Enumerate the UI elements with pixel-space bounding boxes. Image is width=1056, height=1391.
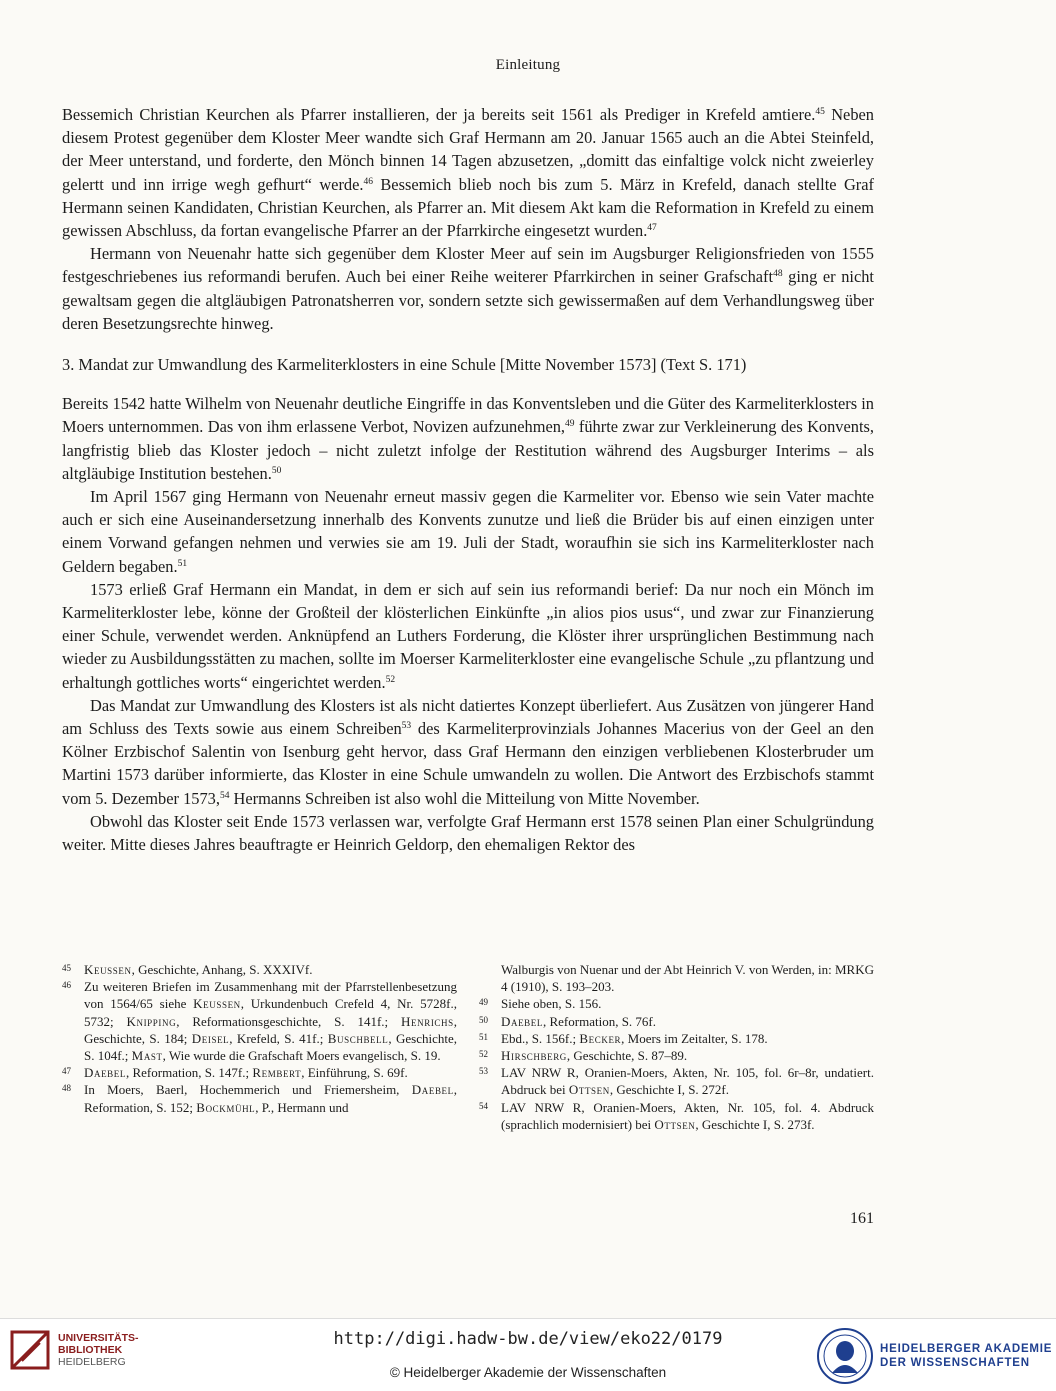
footnote-ref[interactable]: 50 [271,465,282,476]
author: Daebel [501,1013,543,1029]
paragraph [62,694,874,810]
paragraph [62,392,874,485]
author: Buschbell [327,1030,389,1046]
text: Ebd., S. 156f.; [501,1030,580,1046]
footnote-number: 46 [62,980,71,991]
text: LAV NRW R, Oranien-Moers, Akten, Nr. 105, fol. 6r–8r, undatiert. Abdruck bei [501,1065,874,1098]
page-number: 161 [850,1210,874,1227]
section-heading: 3. Mandat zur Umwandlung des Karmeliterklosters in eine Schule [Mitte November 1573] (Text S. 171) [62,355,747,375]
text: Bessemich Christian Keurchen als Pfarrer installieren, der ja bereits seit 1561 als Prediger in Krefeld amtiere. [62,105,816,124]
copyright-notice: © Heidelberger Akademie der Wissenschaften [389,1365,667,1380]
text: , Geschichte, S. 87–89. [566,1048,688,1064]
text: , Urkundenbuch Crefeld 4, Nr. 5728f., 5732; [84,996,457,1029]
footnote-45 [62,961,457,978]
footnote-ref[interactable]: 49 [565,419,575,430]
footnote-ref[interactable]: 48 [773,269,783,280]
footnote-53 [479,1064,874,1098]
text: , Wie wurde die Grafschaft Moers evangelisch, S. 19. [162,1048,441,1064]
footnotes-right-column [479,961,874,1133]
text: , Reformation, S. 152; [84,1082,457,1115]
text: Obwohl das Kloster seit Ende 1573 verlassen war, verfolgte Graf Hermann erst 1578 seinen Plan einer Schulgründung weiter. Mitte dieses Jahres beauftragte er Heinrich Geldorp, den ehemaligen Rektor des [62,811,874,855]
text: des Karmeliterprovinzials Johannes Macerius von der Geel an den Kölner Erzbischof Salentin von Isenburg geht hervor, dass Graf Hermann den einzigen verbliebenen Klosterbruder um Martini 1573 darüber informierte, das Kloster in eine Schule umwandeln zu wollen. Die Antwort des Erzbischofs stammt vom 5. Dezember 1573, [62,719,874,808]
permalink-url[interactable]: http://digi.hadw-bw.de/view/eko22/0179 [333,1329,723,1349]
text: Das Mandat zur Umwandlung des Klosters ist als nicht datiertes Konzept überliefert. Aus Zusätzen von jüngerer Hand am Schluss des Texts sowie aus einem Schreiben [62,695,874,739]
author: Daebel [411,1082,454,1098]
academy-seal-icon [816,1327,874,1385]
text: , Geschichte, S. 104f.; [84,1030,457,1064]
text: , Geschichte I, S. 273f. [695,1116,815,1132]
footnote-ref[interactable]: 47 [647,222,657,233]
library-logo-line: BIBLIOTHEK [58,1344,123,1356]
text: , Reformationsgeschichte, S. 141f.; [176,1013,402,1029]
text: , P., Hermann und [255,1099,349,1115]
running-title: Einleitung [495,57,561,73]
author: Knipping [126,1013,177,1029]
footnote-52 [479,1047,874,1064]
footnote-ref[interactable]: 52 [385,674,396,685]
footnote-number: 50 [479,1014,488,1025]
text: Neben diesem Protest gegenüber dem Kloster Meer wandte sich Graf Hermann am 20. Januar 1565 auch an die Abtei Steinfeld, der Meer unterstand, und forderte, den Mönch binnen 14 Tagen abzusetzen, „domitt das einfaltige volck nicht zweierley gelertt und inn irrige wegh gefhurt“ werde. [62,105,874,194]
text: Bereits 1542 hatte Wilhelm von Neuenahr deutliche Eingriffe in das Konventsleben und die Güter des Karmeliterklosters in Moers unternommen. Das von ihm erlassene Verbot, Novizen aufzunehmen, [62,394,874,437]
author: Mast [131,1048,163,1064]
footnote-number: 53 [479,1066,488,1077]
footnote-48 [62,1081,457,1115]
footnote-number: 48 [62,1083,71,1094]
footnote-number: 45 [62,963,71,973]
author: Becker [579,1030,622,1046]
footnote-51 [479,1030,874,1047]
library-logo-line: UNIVERSITÄTS- [58,1332,139,1344]
author: Daebel [84,1065,126,1081]
text: ging er nicht gewaltsam gegen die altgläubigen Patronatsherren vor, sondern setzte sich gewissermaßen auf dem Verhandlungsweg über deren Besetzungsrechte hinweg. [62,267,874,333]
footnote-number: 52 [479,1049,488,1060]
text: , Geschichte I, S. 272f. [609,1082,730,1098]
author: Keussen [193,996,241,1012]
author: Henrichs [401,1013,454,1029]
text: , Reformation, S. 147f.; [125,1065,253,1081]
text: , Moers im Zeitalter, S. 178. [621,1030,768,1046]
paragraph [62,810,874,856]
author: Hirschberg [501,1048,567,1064]
text: , Krefeld, S. 41f.; [229,1030,328,1046]
author: Keussen [84,962,132,977]
academy-logo-line: DER WISSENSCHAFTEN [880,1357,1030,1369]
text: Im April 1567 ging Hermann von Neuenahr erneut massiv gegen die Karmeliter vor. Ebenso wie sein Vater machte auch er sich eine Auseinandersetzung innerhalb des Konvents zunutze und ließ die Brüder bis auf einen einzigen unter einem Vorwand gefangen nehmen und verwies sie am 19. Juli der Stadt, woraufhin sie sich ins Karmeliterkloster nach Geldern begaben. [62,487,874,576]
author: Rembert [252,1065,302,1081]
text: Hermanns Schreiben ist also wohl die Mitteilung von Mitte November. [229,788,700,808]
text: Bessemich blieb noch bis zum 5. März in Krefeld, danach stellte Graf Hermann seinen Kandidaten, Christian Keurchen, als Pfarrer an. Mit diesem Akt kam die Reformation in Krefeld zu einem gewissen Abschluss, da fortan evangelische Pfarrer an der Pfarrkirche eingesetzt wurden. [62,174,874,241]
footnote-ref[interactable]: 53 [401,720,412,731]
footnote-ref[interactable]: 51 [177,558,188,569]
text: LAV NRW R, Oranien-Moers, Akten, Nr. 105, fol. 4. Abdruck (sprachlich modernisiert) bei [501,1099,874,1132]
author: Bockmühl [196,1099,256,1115]
footnote-50 [479,1013,874,1030]
text: Hermann von Neuenahr hatte sich gegenüber dem Kloster Meer auf sein im Augsburger Religionsfrieden von 1555 festgeschriebenes ius reformandi berufen. Auch bei einer Reihe weiterer Pfarrkirchen in seiner Grafschaft [62,244,874,287]
text: Siehe oben, S. 156. [501,996,602,1012]
author: Ottsen [568,1082,610,1098]
viewer-footer [0,1318,1056,1391]
text: , Geschichte, Anhang, S. XXXIVf. [131,962,313,977]
text: , Geschichte, S. 184; [84,1013,457,1046]
footnote-number: 51 [479,1031,488,1042]
paragraph [62,242,874,335]
academy-logo-line: HEIDELBERGER AKADEMIE [880,1343,1053,1355]
footnotes-left-column [62,961,457,1116]
author: Deisel [191,1030,230,1046]
text: , Einführung, S. 69f. [301,1065,408,1081]
body-text [62,103,874,856]
footnote-number: 47 [62,1066,71,1077]
library-logo-line: HEIDELBERG [58,1356,126,1368]
footnote-number: 49 [479,997,488,1008]
text: In Moers, Baerl, Hochemmerich und Friemersheim, [84,1082,412,1098]
footnote-number: 54 [479,1100,488,1111]
paragraph [62,485,874,578]
footnote-ref[interactable]: 46 [363,176,373,187]
footnote-ref[interactable]: 54 [219,790,230,801]
footnote-48-continued: Walburgis von Nuenar und der Abt Heinrich V. von Werden, in: MRKG 4 (1910), S. 193–203. [501,962,874,995]
text: Zu weiteren Briefen im Zusammenhang mit der Pfarrstellenbesetzung von 1564/65 siehe [84,979,457,1012]
text: , Reformation, S. 76f. [542,1013,656,1029]
footnote-54 [479,1099,874,1133]
author: Ottsen [654,1116,696,1132]
text: führte zwar zur Verkleinerung des Konvents, langfristig blieb das Kloster jedoch – nicht zuletzt infolge der Restitution während des Augsburger Interims – als altgläubige Institution bestehen. [62,417,874,483]
text: 1573 erließ Graf Hermann ein Mandat, in dem er sich auf sein ius reformandi berief: Da nur noch ein Mönch im Karmeliterkloster lebe, könne der Großteil der klösterlichen Einkünfte „in alios pios usus“, und zwar zur Finanzierung einer Schule, verwendet werden. Anknüpfend an Luthers Forderung, die Klöster ihrer ursprünglichen Bestimmung nach wieder zu Ausbildungsstätten zu machen, sollte im Moerser Karmeliterkloster eine evangelische Schule „zu pflantzung und erhaltungh gottliches worts“ eingerichtet werden. [62,579,874,692]
paragraph [62,103,874,242]
footnote-ref[interactable]: 45 [815,106,825,117]
paragraph [62,578,874,694]
footnote-47 [62,1064,457,1081]
academy-logo[interactable] [816,1327,1052,1385]
footnote-46 [62,978,457,1064]
footnote-49 [479,995,874,1012]
